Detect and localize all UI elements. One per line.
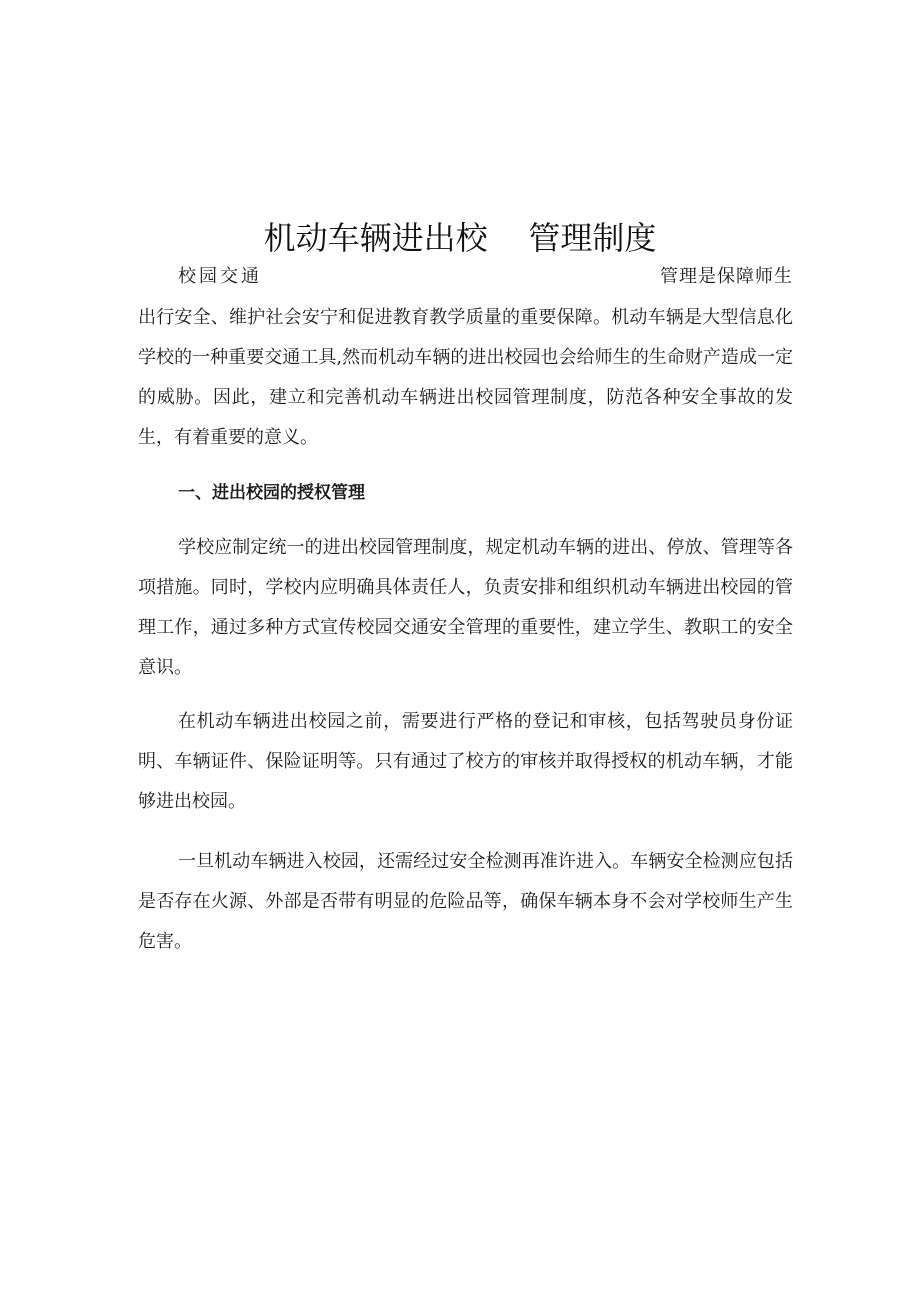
body-paragraph-2: 在机动车辆进出校园之前，需要进行严格的登记和审核，包括驾驶员身份证明、车辆证件、保险证明等。只有通过了校方的审核并取得授权的机动车辆，才能够进出校园。 — [138, 711, 793, 812]
intro-first-line — [138, 262, 793, 292]
intro-paragraph: 出行安全、维护社会安宁和促进教育教学质量的重要保障。机动车辆是大型信息化学校的一种重要交通工具,然而机动车辆的进出校园也会给师生的生命财产造成一定的威胁。因此，建立和完善机动车辆进出校园管理制度，防范各种安全事故的发生，有着重要的意义。 — [138, 307, 793, 448]
intro-first-right: 管理是保障师生 — [660, 266, 793, 287]
section-heading: 一、进出校园的授权管理 — [178, 483, 365, 503]
intro-first-left: 校园交通 — [178, 266, 262, 287]
body-paragraph-3: 一旦机动车辆进入校园，还需经过安全检测再准许进入。车辆安全检测应包括是否存在火源、外部是否带有明显的危险品等，确保车辆本身不会对学校师生产生危害。 — [138, 851, 793, 952]
body-paragraph-1: 学校应制定统一的进出校园管理制度，规定机动车辆的进出、停放、管理等各项措施。同时，学校内应明确具体责任人，负责安排和组织机动车辆进出校园的管理工作，通过多种方式宣传校园交通安全管理的重要性，建立学生、教职工的安全意识。 — [138, 537, 793, 678]
document-title: 机动车辆进出校 管理制度 — [263, 219, 657, 257]
